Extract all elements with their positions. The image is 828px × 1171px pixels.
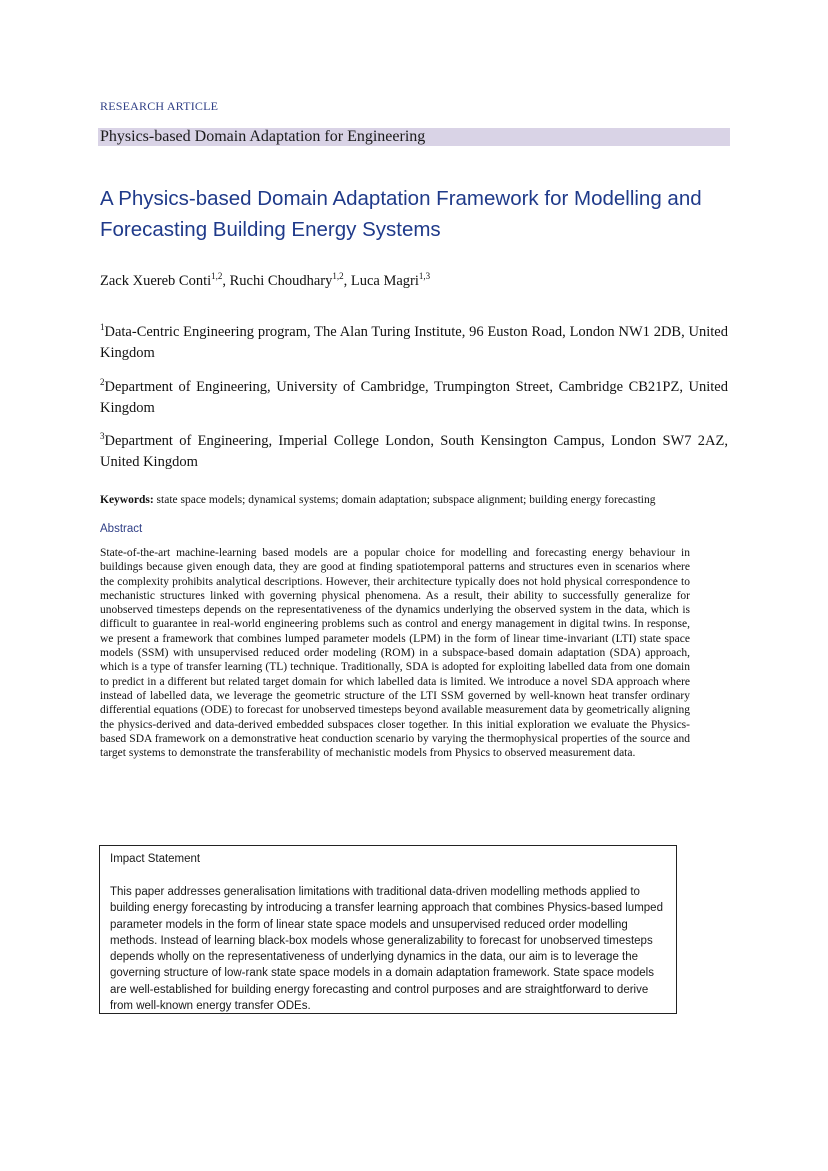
impact-statement-body: This paper addresses generalisation limitations with traditional data-driven modelling methods applied to building energy forecasting by introducing a transfer learning approach that combines Physics-based lumped parameter models in the form of linear state space models and unsupervised reduced order modelling methods. Instead of learning black-box models whose generalizability to forecast for unobserved timesteps depends wholly on the representativeness of underlying dynamics in the data, our aim is to leverage the governing structure of low-rank state space models in a domain adaptation framework. State space models are well-established for building energy forecasting and control purposes and are straightforward to derive from well-known energy transfer ODEs. [110, 886, 663, 1013]
author-affil-sup: 1,2 [211, 271, 223, 281]
paper-title [100, 183, 740, 245]
keywords [100, 494, 656, 506]
author-name: Zack Xuereb Conti [100, 273, 212, 289]
author-affil-sup: 1,3 [418, 271, 431, 281]
affiliation-text: Department of Engineering, University of Cambridge, Trumpington Street, Cambridge CB21PZ, United Kingdom [100, 379, 728, 416]
author-affil-sup: 1,2 [332, 271, 344, 281]
keywords-list: state space models; dynamical systems; domain adaptation; subspace alignment; building energy forecasting [156, 494, 656, 506]
abstract-body: State-of-the-art machine-learning based models are a popular choice for modelling and forecasting energy behaviour in buildings because given enough data, they are good at finding spatiotemporal patterns and structures even in scenarios where the complexity prohibits analytical descriptions. However, their architecture typically does not hold physical correspondence to mechanistic structures linked with governing physical phenomena. As a result, their ability to successfully generalize for unobserved timesteps depends on the representativeness of the dynamics underlying the observed system in the data, which is difficult to guarantee in real-world engineering problems such as control and energy management in digital twins. In response, we present a framework that combines lumped parameter models (LPM) in the form of linear time-invariant (LTI) state space models (SSM) with unsupervised reduced order modeling (ROM) in a subspace-based domain adaptation (SDA) approach, which is a type of transfer learning (TL) technique. Traditionally, SDA is adopted for exploiting labelled data from one domain to predict in a different but related target domain for which labelled data is limited. We introduce a novel SDA approach where instead of labelled data, we leverage the geometric structure of the LTI SSM governed by well-known heat transfer ordinary differential equations (ODE) to forecast for unobserved timesteps beyond available measurement data by geometrically aligning the physics-derived and data-derived embedded subspaces closer together. In this initial exploration we evaluate the Physics-based SDA framework on a demonstrative heat conduction scenario by varying the thermophysical properties of the source and target systems to demonstrate the transferability of mechanistic models from Physics to observed measurement data. [100, 547, 690, 760]
affiliation-2 [100, 372, 728, 419]
affiliation-number: 2 [100, 377, 105, 387]
author-name: Luca Magri [350, 273, 419, 289]
affiliation-3 [100, 426, 728, 473]
topic-label: Physics-based Domain Adaptation for Engineering [100, 128, 426, 145]
affiliation-text: Department of Engineering, Imperial College London, South Kensington Campus, London SW7 2AZ, United Kingdom [100, 433, 728, 470]
impact-statement-box [99, 845, 677, 1014]
title-line-2: Forecasting Building Energy Systems [100, 218, 441, 241]
affiliation-1 [100, 317, 728, 364]
article-type-label: RESEARCH ARTICLE [100, 99, 219, 113]
title-line-1: A Physics-based Domain Adaptation Framework for Modelling and [100, 187, 702, 210]
impact-statement-heading: Impact Statement [110, 853, 201, 865]
author-list: Zack Xuereb Conti$^{1,2}$, Ruchi Choudhary$^{1,2}$, Luca Magri$^{1,3}$ [100, 271, 431, 289]
affiliation-text: Data-Centric Engineering program, The Alan Turing Institute, 96 Euston Road, London NW1 2DB, United Kingdom [100, 324, 728, 361]
affiliation-number: 1 [100, 322, 105, 332]
abstract-heading: Abstract [100, 523, 143, 535]
author-name: Ruchi Choudhary [229, 273, 333, 289]
affiliation-number: 3 [100, 431, 105, 441]
keywords-label: Keywords: [100, 494, 154, 506]
